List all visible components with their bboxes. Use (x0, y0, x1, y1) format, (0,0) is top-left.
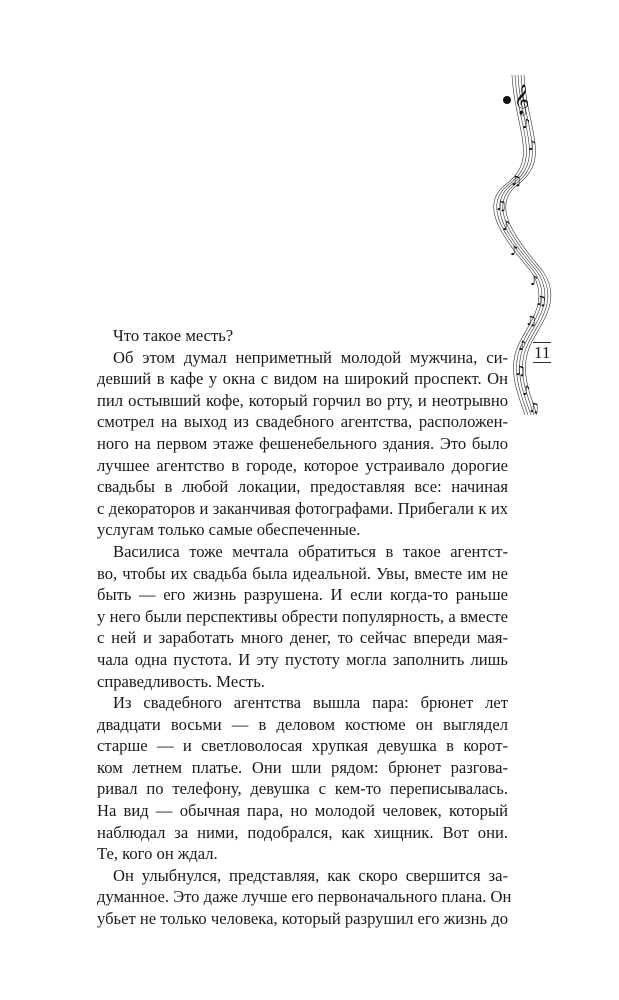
svg-text:♪: ♪ (502, 219, 511, 234)
text-line: быть — его жизнь разрушена. И если когда-то раньше (97, 585, 508, 605)
svg-text:♫: ♫ (514, 364, 526, 379)
text-line: у него были перспективы обрести популярность, а вместе (97, 606, 508, 626)
svg-text:♫: ♫ (495, 199, 507, 214)
text-line: девший в кафе у окна с видом на широкий проспект. Он (97, 369, 508, 389)
page-number: 11 (534, 343, 551, 362)
text-line: справедливость. Месть. (97, 671, 265, 691)
text-line: чала одна пустота. И эту пустоту могла заполнить лишь (97, 649, 508, 669)
text-line: пил остывший кофе, который горчил во рту, и неотрывно (97, 390, 508, 410)
svg-text:♪: ♪ (530, 274, 539, 289)
svg-text:♫: ♫ (528, 401, 540, 415)
text-line: Василиса тоже мечтала обратиться в такое агентст- (113, 541, 508, 561)
svg-text:♫: ♫ (535, 294, 547, 309)
text-line: двадцати восьми — в деловом костюме он выглядел (97, 714, 508, 734)
text-line: Что такое месть? (113, 326, 234, 345)
text-line: смотрел на выход из свадебного агентства, расположен- (97, 412, 508, 432)
svg-text:♪: ♪ (510, 244, 519, 259)
text-line: убьет не только человека, который разрушил его жизнь до (97, 909, 508, 929)
text-line: думанное. Это даже лучше его первоначального плана. Он (97, 887, 512, 907)
text-line: старше — и светловолосая хрупкая девушка в корот- (97, 736, 508, 756)
text-line: с ней и заработать много денег, то сейчас впереди мая- (97, 628, 508, 648)
text-line: На вид — обычная пара, но молодой человек, который (97, 801, 508, 821)
text-line: лучшее агентство в городе, которое устраивало дорогие (97, 455, 508, 475)
text-line: Он улыбнулся, представляя, как скоро свершится за- (113, 865, 508, 885)
svg-text:♪: ♪ (522, 117, 531, 132)
body-text (97, 325, 512, 930)
svg-text:♫: ♫ (525, 314, 537, 329)
text-line: с декораторов и заканчивая фотографами. Прибегали к их (97, 498, 508, 518)
text-line: ривал по телефону, девушка с кем-то переписывалась. (97, 779, 508, 799)
text-line: Об этом думал неприметный молодой мужчина, си- (113, 347, 508, 367)
text-line: ного на первом этаже фешенебельного здания. Это было (97, 433, 508, 453)
text-line: во, чтобы их свадьба была идеальной. Увы, вместе им не (97, 563, 508, 583)
svg-text:♪: ♪ (522, 384, 531, 399)
svg-text:♪: ♪ (518, 339, 527, 354)
text-line: свадьбы в любой локации, предоставляя все: начиная (97, 477, 508, 497)
text-line: ком летнем платье. Они шли рядом: брюнет разгова- (97, 757, 508, 777)
svg-text:♪: ♪ (528, 139, 537, 154)
treble-clef-icon: 𝄞 (514, 85, 530, 115)
text-line: Из свадебного агентства вышла пара: брюнет лет (113, 693, 508, 713)
svg-text:♫: ♫ (510, 174, 522, 189)
text-line: Те, кого он ждал. (97, 844, 218, 864)
text-line: наблюдал за ними, подобрался, как хищник. Вот они. (97, 822, 508, 842)
text-line: услугам только самые обеспеченные. (97, 520, 361, 540)
